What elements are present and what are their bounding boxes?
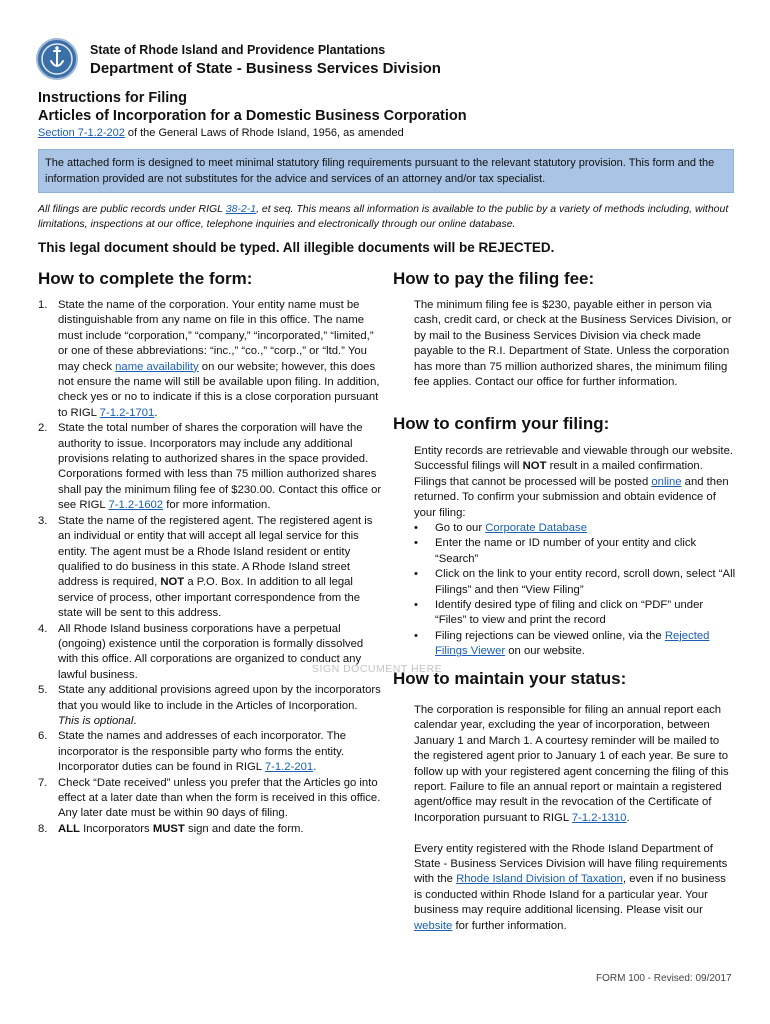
rejected-filings-viewer-link[interactable]: Rejected Filings Viewer xyxy=(435,629,710,658)
list-item: • Identify desired type of filing and click on “PDF” under “Files” to view and print the record xyxy=(414,599,704,627)
maintain-section xyxy=(414,703,736,934)
section-link[interactable]: Section 7-1.2-202 xyxy=(38,127,125,139)
department-name: Department of State - Business Services Division xyxy=(90,60,441,77)
rigl-7-1.2-1310-link[interactable]: 7-1.2-1310 xyxy=(571,811,627,824)
sign-here-watermark: SIGN DOCUMENT HERE xyxy=(312,663,443,675)
list-item: 5. State any additional provisions agreed upon by the incorporators that you would like to include in the Articles of Incorporation. This is optional. xyxy=(38,684,381,727)
form-footer: FORM 100 - Revised: 09/2017 xyxy=(596,973,732,984)
page-subtitle: Articles of Incorporation for a Domestic Business Corporation xyxy=(38,108,467,124)
list-item: 7. Check “Date received” unless you prefer that the Articles go into effect at a later date than when the form is received in this office. Any later date must be within 90 days of filing. xyxy=(38,776,381,820)
confirm-text: Entity records are retrievable and viewable through our website. Successful filings will NOT result in a mailed confirmation. Filings that cannot be processed will be posted online and then returned. To confirm your submission and obtain evidence of your filing: xyxy=(414,445,733,519)
maintain-heading: How to maintain your status: xyxy=(393,669,627,688)
confirm-steps xyxy=(414,521,736,660)
state-seal-icon xyxy=(36,38,78,80)
maintain-text-1: The corporation is responsible for filing an annual report each calendar year, excluding the year of incorporation, between January 1 and March 1. A courtesy reminder will be mailed to the registered agent prior to January 1 of each year. Be sure to follow up with your registered agent concerning the filing of this report. Failure to file an annual report or maintain a registered agent/office may result in the revocation of the Certificate of Incorporation pursuant to RIGL 7-1.2-1310. xyxy=(414,704,729,824)
public-records-note: All filings are public records under RIGL 38-2-1, et seq. This means all information is available to the public by a variety of methods including, without limitations, inspections at our office, telephone inquiries and electronically through our online database. xyxy=(38,203,729,230)
section-reference: Section 7-1.2-202 of the General Laws of Rhode Island, 1956, as amended xyxy=(38,127,404,139)
legal-warning: This legal document should be typed. All illegible documents will be REJECTED. xyxy=(38,240,555,255)
pay-heading: How to pay the filing fee: xyxy=(393,269,595,288)
corporate-database-link[interactable]: Corporate Database xyxy=(485,522,587,535)
list-item: 6. State the names and addresses of each incorporator. The incorporator is the responsible party who forms the entity. Incorporator duties can be found in RIGL 7-1.2-201. xyxy=(38,730,347,774)
complete-instructions xyxy=(38,298,382,837)
state-name: State of Rhode Island and Providence Plantations xyxy=(90,43,386,57)
rigl-7-1.2-201-link[interactable]: 7-1.2-201 xyxy=(264,761,314,774)
instruction-list xyxy=(38,298,382,837)
confirm-section xyxy=(414,444,736,660)
pay-section xyxy=(414,298,736,390)
notice-box: The attached form is designed to meet minimal statutory filing requirements pursuant to the relevant statutory provision. This form and the information provided are not substitutes for the advice and services of an attorney and/or tax specialist. xyxy=(38,149,734,193)
pay-text: The minimum filing fee is $230, payable either in person via cash, credit card, or check at the Business Services Division, or by mail to the Business Services Division via check made payable to the R.I. Department of State. Unless the corporation has more than 75 million authorized shares, the minimum filing fee applies. Contact our office for further information. xyxy=(414,299,732,389)
rigl-38-2-1-link[interactable]: 38-2-1 xyxy=(225,203,257,215)
division-of-taxation-link[interactable]: Rhode Island Division of Taxation xyxy=(456,873,623,886)
list-item: 3. State the name of the registered agent. The registered agent is an individual or entity that will accept all legal service for this entity. The agent must be a Rhode Island resident or entity qualified to do business in this state. A Rhode Island street address is required, NOT a P.O. Box. In addition to all legal service of process, other important correspondence from the state will be sent to this address. xyxy=(38,514,373,620)
list-item: • Filing rejections can be viewed online, via the Rejected Filings Viewer on our website. xyxy=(414,629,710,658)
list-item: 1. State the name of the corporation. Your entity name must be distinguishable from any name on file in this office. The name must include “corporation,” “company,” “incorporated,” “limited,” or one of these abbreviations: “inc.,” “co.,” “corp.,” or “ltd.” You may check name availability on our website; however, this does not ensure the name will still be available upon filing. In addition, check yes or no to indicate if this is a close corporation pursuant to RIGL 7-1.2-1701. xyxy=(38,299,380,419)
list-item: 2. State the total number of shares the corporation will have the authority to issue. Incorporators may include any additional provisions relating to authorized shares in the space provided. Corporations formed with less than 75 million authorized shares shall pay the minimum filing fee of $230.00. Contact this office or see RIGL 7-1.2-1602 for more information. xyxy=(38,422,382,512)
list-item: 8. ALL Incorporators MUST sign and date the form. xyxy=(38,822,304,835)
confirm-heading: How to confirm your filing: xyxy=(393,414,610,433)
rigl-7-1.2-1602-link[interactable]: 7-1.2-1602 xyxy=(108,499,164,512)
online-link[interactable]: online xyxy=(651,475,682,488)
list-item: • Enter the name or ID number of your entity and click “Search” xyxy=(414,537,697,565)
list-item: • Click on the link to your entity record, scroll down, select “All Filings” and then “View Filing” xyxy=(414,568,736,596)
complete-heading: How to complete the form: xyxy=(38,269,253,288)
name-availability-link[interactable]: name availability xyxy=(115,360,199,373)
rigl-7-1.2-1701-link[interactable]: 7-1.2-1701 xyxy=(99,406,155,419)
website-link[interactable]: website xyxy=(414,919,453,932)
maintain-text-2: Every entity registered with the Rhode Island Department of State - Business Services Division will have filing requirements with the Rhode Island Division of Taxation, even if no business is conducted within Rhode Island for a particular year. Your business may require additional licensing. Please visit our website for further information. xyxy=(414,842,728,932)
list-item: • Go to our Corporate Database xyxy=(414,522,587,535)
page-title: Instructions for Filing xyxy=(38,90,188,106)
list-item: 4. All Rhode Island business corporations have a perpetual (ongoing) existence until the corporation is formally dissolved with this office. All corporations are organized to conduct any lawful business. xyxy=(38,622,364,681)
